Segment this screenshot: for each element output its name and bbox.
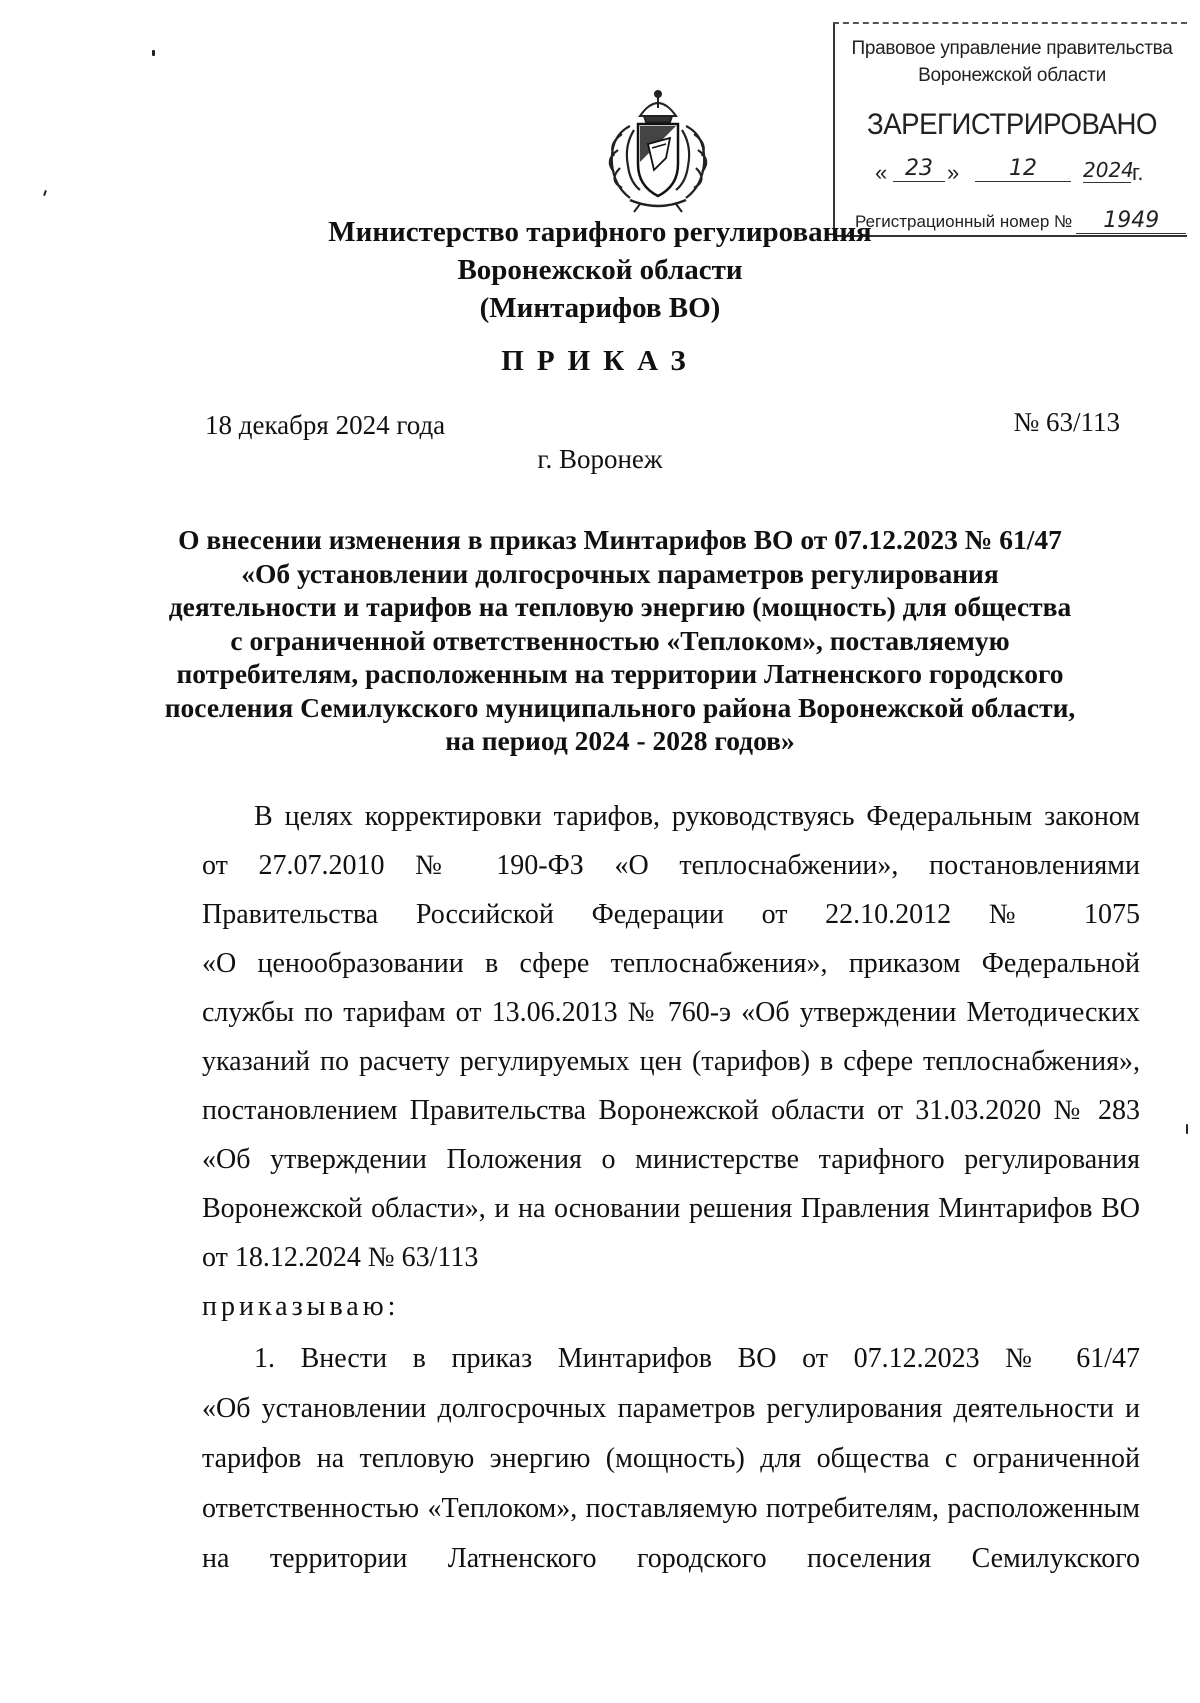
stamp-year: 2024 bbox=[1083, 158, 1134, 182]
document-type-title: ПРИКАЗ bbox=[501, 345, 699, 377]
stamp-reg-value: 1949 bbox=[1076, 208, 1186, 234]
preamble-line: указаний по расчету регулируемых цен (тарифов) в сфере теплоснабжения», bbox=[202, 1046, 1140, 1077]
preamble-line: от 27.07.2010 № 190-ФЗ «О теплоснабжении», постановлениями bbox=[202, 850, 1140, 881]
preamble-line: «О ценообразовании в сфере теплоснабжения», приказом Федеральной bbox=[202, 948, 1140, 979]
preamble-line: «Об утверждении Положения о министерстве тарифного регулирования bbox=[202, 1144, 1140, 1175]
stamp-month: 12 bbox=[975, 156, 1071, 182]
item1-line: 1. Внести в приказ Минтарифов ВО от 07.12.2023 № 61/47 bbox=[254, 1343, 1140, 1374]
stamp-registered-label: ЗАРЕГИСТРИРОВАНО bbox=[866, 108, 1158, 141]
order-title-line: О внесении изменения в приказ Минтарифов ВО от 07.12.2023 № 61/47 bbox=[178, 524, 1062, 555]
preamble-line: В целях корректировки тарифов, руководствуясь Федеральным законом bbox=[254, 801, 1140, 832]
stamp-date bbox=[875, 156, 1175, 190]
coat-of-arms-icon bbox=[600, 86, 716, 214]
ministry-name-line1: Министерство тарифного регулирования bbox=[328, 216, 872, 248]
item1-line: ответственностью «Теплоком», поставляемую потребителям, расположенным bbox=[202, 1493, 1140, 1524]
stamp-year-suffix: г. bbox=[1132, 160, 1144, 185]
item1-line: тарифов на тепловую энергию (мощность) для общества с ограниченной bbox=[202, 1443, 1140, 1474]
document-city: г. Воронеж bbox=[537, 444, 663, 474]
document-number: № 63/113 bbox=[1013, 407, 1120, 437]
preamble-line: Правительства Российской Федерации от 22.10.2012 № 1075 bbox=[202, 899, 1140, 930]
order-title bbox=[150, 523, 1090, 758]
preamble-line: от 18.12.2024 № 63/113 bbox=[202, 1242, 479, 1273]
stamp-quote-open: « bbox=[875, 160, 888, 185]
stamp-day: 23 bbox=[893, 156, 945, 182]
order-word: приказываю: bbox=[202, 1291, 400, 1322]
order-title-line: с ограниченной ответственностью «Теплоком», поставляемую bbox=[230, 624, 1010, 656]
order-title-line: «Об установлении долгосрочных параметров регулирования bbox=[241, 557, 999, 589]
order-title-line: поселения Семилукского муниципального района Воронежской области, bbox=[164, 691, 1076, 723]
item1-line: на территории Латненского городского поселения Семилукского bbox=[202, 1543, 1140, 1574]
stamp-authority-line2: Воронежской области bbox=[918, 65, 1106, 86]
item1-line: «Об установлении долгосрочных параметров регулирования деятельности и bbox=[202, 1393, 1140, 1424]
preamble-line: Воронежской области», и на основании решения Правления Минтарифов ВО bbox=[202, 1193, 1140, 1224]
order-title-line: на период 2024 - 2028 годов» bbox=[445, 725, 795, 756]
registration-stamp bbox=[833, 22, 1187, 237]
document-date: 18 декабря 2024 года bbox=[205, 410, 446, 440]
order-title-line: деятельности и тарифов на тепловую энергию (мощность) для общества bbox=[168, 591, 1072, 622]
preamble-line: постановлением Правительства Воронежской области от 31.03.2020 № 283 bbox=[202, 1095, 1140, 1126]
scan-speck bbox=[43, 190, 47, 196]
scan-speck bbox=[152, 50, 155, 56]
ministry-abbreviation: (Минтарифов ВО) bbox=[479, 292, 721, 324]
order-title-line: потребителям, расположенным на территории Латненского городского bbox=[176, 658, 1064, 689]
stamp-authority-line1: Правовое управление правительства bbox=[851, 38, 1173, 59]
stamp-quote-close: » bbox=[947, 160, 960, 185]
ministry-name-line2: Воронежской области bbox=[457, 254, 743, 286]
preamble-line: службы по тарифам от 13.06.2013 № 760-э «Об утверждении Методических bbox=[202, 997, 1140, 1028]
stamp-reg-label: Регистрационный номер № bbox=[855, 212, 1073, 231]
scan-speck bbox=[1186, 1124, 1188, 1134]
